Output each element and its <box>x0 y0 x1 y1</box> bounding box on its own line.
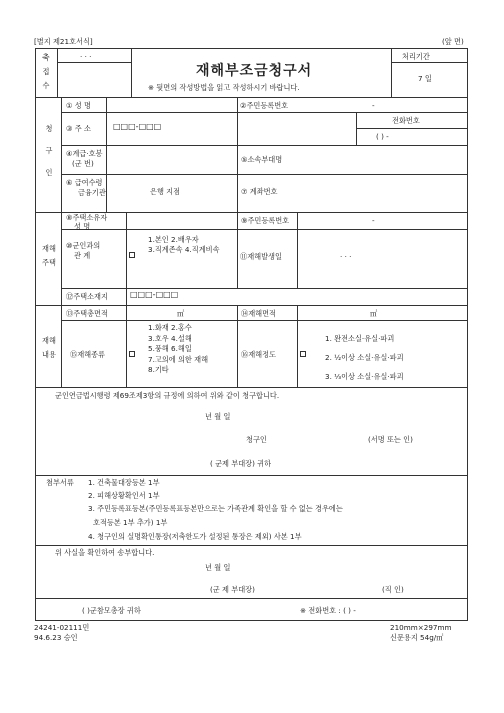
house-location-label: ⑫주택소재지 <box>66 292 108 301</box>
footer-size: 210mm×297mm <box>390 623 452 632</box>
claimant-section-label: 청 구 인 <box>45 124 53 177</box>
processing-period-value: 7 일 <box>418 74 432 83</box>
form-number: [별지 제21호서식] <box>34 37 93 46</box>
declaration-text: 군인연금법시행령 제69조제3항의 규정에 의하여 위와 같이 청구합니다. <box>55 391 280 400</box>
damage-degree-options: 1. 완전소실·유실·파괴 2. ½이상 소실·유실·파괴 3. ⅓이상 소실·유실·파괴 <box>325 334 404 381</box>
footer-code: 24241-02111민 <box>34 623 90 632</box>
claimant-account-label: ⑦ 계좌번호 <box>241 187 278 196</box>
relation-options: 1.본인 2.배우자 3.직계존속 4.직계비속 <box>148 235 220 254</box>
declaration-signature[interactable]: (서명 또는 인) <box>368 435 413 444</box>
processing-period-label: 처리기간 <box>402 52 430 61</box>
attachment-item: 1. 건축물대장등본 1부 <box>88 478 160 487</box>
confirmation-unit: (군 제 부대장) <box>210 585 255 594</box>
attachments-label: 첨부서류 <box>46 478 74 487</box>
confirmation-date[interactable]: 년 월 일 <box>205 563 231 572</box>
damage-area-label: ⑭재해면적 <box>241 309 276 318</box>
claimant-unit-label: ⑤소속부대명 <box>241 155 283 164</box>
attachment-item: 4. 청구인의 실명확인통장(저축한도가 설정된 통장은 제외) 사본 1부 <box>88 532 302 541</box>
declaration-date[interactable]: 년 월 일 <box>205 412 231 421</box>
page-side: (앞 면) <box>442 37 464 46</box>
claimant-rank-label: ④계급·호봉 (군 번) <box>66 149 103 168</box>
footer-paper: 신문용지 54g/㎡ <box>390 633 444 642</box>
confirmation-text: 위 사실을 확인하여 송부합니다. <box>55 548 155 557</box>
claimant-rrn-label: ②주민등록번호 <box>240 101 289 110</box>
attachment-item: 3. 주민등록표등본(주민등록표등본만으로는 가족관계 확인을 할 수 없는 경우에는 <box>88 504 343 513</box>
claimant-address-input[interactable]: □□□-□□□ <box>113 122 162 131</box>
damage-type-label: ⑮재해종류 <box>70 350 105 359</box>
confirmation-recipient: ( )군참모총장 귀하 <box>82 606 141 615</box>
damage-type-options: 1.화재 2.홍수 3.호우 4.설해 5.풍해 6.해일 7.고의에 의한 재해 8.기타 <box>148 323 209 374</box>
claimant-phone-label: 전화번호 <box>392 116 420 125</box>
form-title: 재해부조금청구서 <box>196 63 313 79</box>
declaration-recipient: ( 군제 부대장) 귀하 <box>210 459 272 468</box>
claimant-name-label: ① 성 명 <box>66 101 91 110</box>
claimant-rrn-dash: - <box>372 101 375 110</box>
house-relation-label: ⑩군인과의 관 계 <box>66 241 101 260</box>
disaster-date-label: ⑪재해발생일 <box>240 252 282 261</box>
footer-approved: 94.6.23 승인 <box>34 633 78 642</box>
disaster-date-input[interactable]: · · · <box>340 252 352 261</box>
attachment-item: 호적등본 1부 추가) 1부 <box>93 518 168 527</box>
damage-area-unit: ㎡ <box>370 309 378 318</box>
damage-section-label: 재해 내용 <box>42 336 56 359</box>
confirmation-phone[interactable]: ※ 전화번호 : ( ) - <box>300 606 356 615</box>
damage-type-checkbox[interactable] <box>129 351 135 357</box>
house-owner-label: ⑧주택소유자 성 명 <box>66 213 108 231</box>
claimant-bank-input[interactable]: 은행 지점 <box>150 187 181 196</box>
reception-marker: 축 <box>42 53 50 62</box>
total-area-label: ⑬주택총면적 <box>66 309 108 318</box>
house-section-label: 재해 주택 <box>42 244 56 267</box>
house-location-input[interactable]: □□□-□□□ <box>130 290 179 299</box>
reception-label: 접 수 <box>42 67 50 90</box>
damage-degree-label: ⑯재해정도 <box>241 350 276 359</box>
reception-dots: · · · <box>80 52 92 61</box>
confirmation-seal[interactable]: (직 인) <box>382 585 404 594</box>
instruction-note: ※ 뒷면의 작성방법을 읽고 작성하시기 바랍니다. <box>148 83 300 92</box>
attachment-item: 2. 피해상황확인서 1부 <box>88 491 160 500</box>
declaration-claimant: 청구인 <box>246 435 267 444</box>
house-owner-rrn-dash: - <box>372 216 375 225</box>
claimant-phone-input[interactable]: ( ) - <box>376 132 389 141</box>
claimant-address-label: ③ 주 소 <box>66 124 91 133</box>
relation-checkbox[interactable] <box>129 252 135 258</box>
claimant-bank-label: ⑥ 급여수령 금융기관 <box>66 178 106 197</box>
total-area-unit: ㎡ <box>177 309 185 318</box>
damage-degree-checkbox[interactable] <box>300 351 306 357</box>
house-owner-rrn-label: ⑨주민등록번호 <box>241 216 290 225</box>
